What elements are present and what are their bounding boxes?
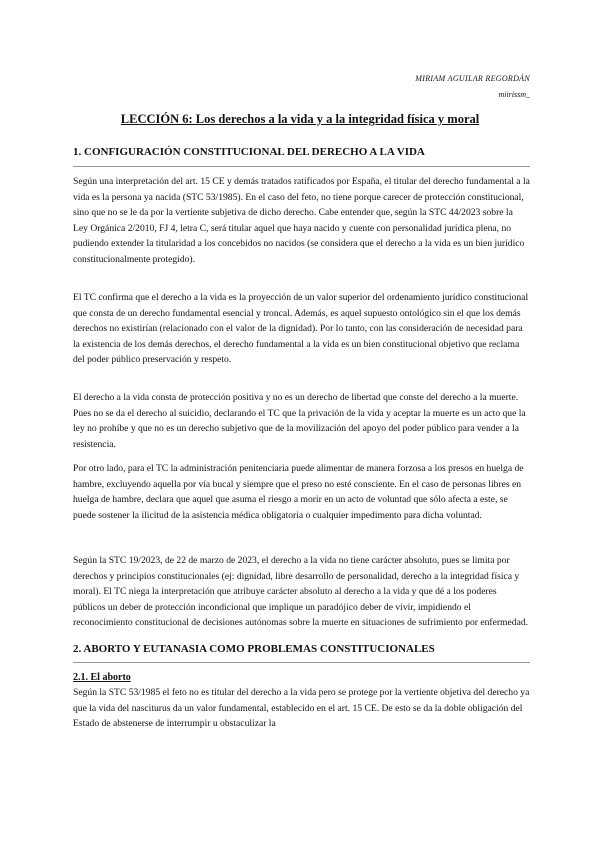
author-name: MIRIAM AGUILAR REGORDÁN [415, 74, 530, 83]
section-1-paragraph-5: Según la STC 19/2023, de 22 de marzo de 2023, el derecho a la vida no tiene carácter absoluto, pues se limita por derechos y principios constitucionales (ej: dignidad, libre desarrollo de personalidad, derecho a la integridad física y moral). El TC niega la interpretación que atribuye carácter absoluto al derecho a la vida y que dé a los poderes públicos un deber de protección incondicional que implique un paradójico deber de vivir, impidiendo el reconocimiento constitucional de decisiones autónomas sobre la muerte en situaciones de sufrimiento por enfermedad. [73, 555, 529, 629]
section-2-rule [73, 662, 530, 663]
section-1-paragraph-1: Según una interpretación del art. 15 CE y demás tratados ratificados por España, el titular del derecho fundamental a la vida es la persona ya nacida (STC 53/1985). En el caso del feto, no tiene porque carecer de protección constitucional, sino que no se le da por la vertiente subjetiva de dicho derecho. Cabe entender que, según la STC 44/2023 sobre la Ley Orgánica 2/2010, FJ 4, letra C, será titular aquel que haya nacido y cuente con personalidad jurídica plena, no pudiendo extender la titularidad a los concebidos no nacidos (se considera que el derecho a la vida es un bien jurídico constitucionalmente protegido). [73, 176, 530, 265]
section-1-paragraph-2: El TC confirma que el derecho a la vida es la proyección de un valor superior del ordenamiento jurídico constitucional que consta de un derecho fundamental esencial y troncal. Además, es aquel supuesto ontológico sin el que los demás derechos no existirían (relacionado con el valor de la dignidad). Por lo tanto, con las consideración de necesidad para la existencia de los demás derechos, el derecho fundamental a la vida es un bien constitucional objetivo que reclama del poder público preservación y respeto. [73, 292, 529, 366]
section-2-paragraph-1: Según la STC 53/1985 el feto no es titular del derecho a la vida pero se protege por la vertiente objetiva del derecho ya que la vida del nasciturus da un valor fundamental, establecido en el art. 15 CE. De esto se da la doble obligación del Estado de abstenerse de interrumpir u obstaculizar la [73, 687, 530, 730]
section-1-heading: 1. CONFIGURACIÓN CONSTITUCIONAL DEL DERECHO A LA VIDA [73, 146, 425, 158]
subsection-2-1-heading: 2.1. El aborto [73, 672, 131, 683]
section-1-paragraph-4: Por otro lado, para el TC la administración penitenciaria puede alimentar de manera forzosa a los presos en huelga de hambre, excluyendo aquella por vía bucal y siempre que el preso no esté consciente. En el caso de personas libres en huelga de hambre, declara que aquel que asuma el riesgo a morir en un acto de voluntad que sólo afecta a este, se puede sostener la ilicitud de la asistencia médica obligatoria o cualquier impedimento para dicha voluntad. [73, 463, 524, 521]
section-1-paragraph-3: El derecho a la vida consta de protección positiva y no es un derecho de libertad que conste del derecho a la muerte. Pues no se da el derecho al suicidio, declarando el TC que la privación de la vida y aceptar la muerte es un acto que la ley no prohíbe y que no es un derecho subjetivo que de la movilización del apoyo del poder público para vender a la resistencia. [73, 392, 526, 450]
section-2-heading: 2. ABORTO Y EUTANASIA COMO PROBLEMAS CONSTITUCIONALES [73, 643, 435, 655]
lesson-title: LECCIÓN 6: Los derechos a la vida y a la integridad física y moral [120, 112, 480, 126]
section-1-rule [73, 166, 530, 167]
author-handle: miirissm_ [498, 90, 530, 99]
